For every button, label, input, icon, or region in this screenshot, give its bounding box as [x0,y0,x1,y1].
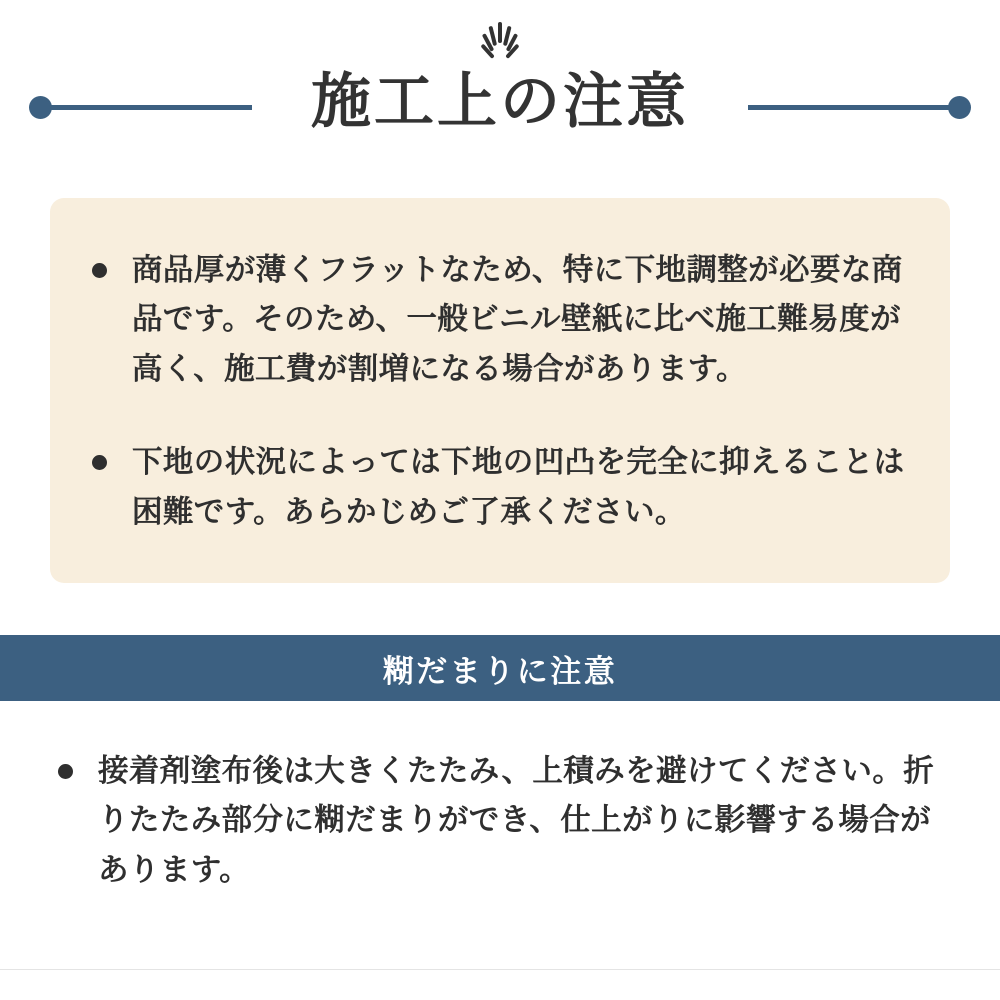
header-rule-right [748,105,958,110]
notice-card [50,198,950,583]
list-item-text: 下地の状況によっては下地の凹凸を完全に抑えることは困難です。あらかじめご了承ください。 [132,445,905,530]
sparkle-decoration-icon [430,20,570,65]
list-item [84,246,910,394]
section-list [50,747,944,895]
section-band-title: 糊だまりに注意 [382,653,618,690]
bottom-divider [0,969,1000,970]
page-header [0,0,1000,190]
section-content [0,701,1000,895]
bullet-dot-icon [92,263,107,278]
list-item [50,747,944,895]
header-rule-dot-right-icon [948,96,971,119]
bullet-dot-icon [58,764,73,779]
bullet-dot-icon [92,455,107,470]
list-item [84,438,910,537]
page-title: 施工上の注意 [311,67,689,137]
section-band [0,635,1000,701]
list-item-text: 商品厚が薄くフラットなため、特に下地調整が必要な商品です。そのため、一般ビニル壁紙に比べ施工難易度が高く、施工費が割増になる場合があります。 [132,253,903,387]
notice-list [84,246,910,537]
list-item-text: 接着剤塗布後は大きくたたみ、上積みを避けてください。折りたたみ部分に糊だまりができ、仕上がりに影響する場合があります。 [98,754,935,888]
